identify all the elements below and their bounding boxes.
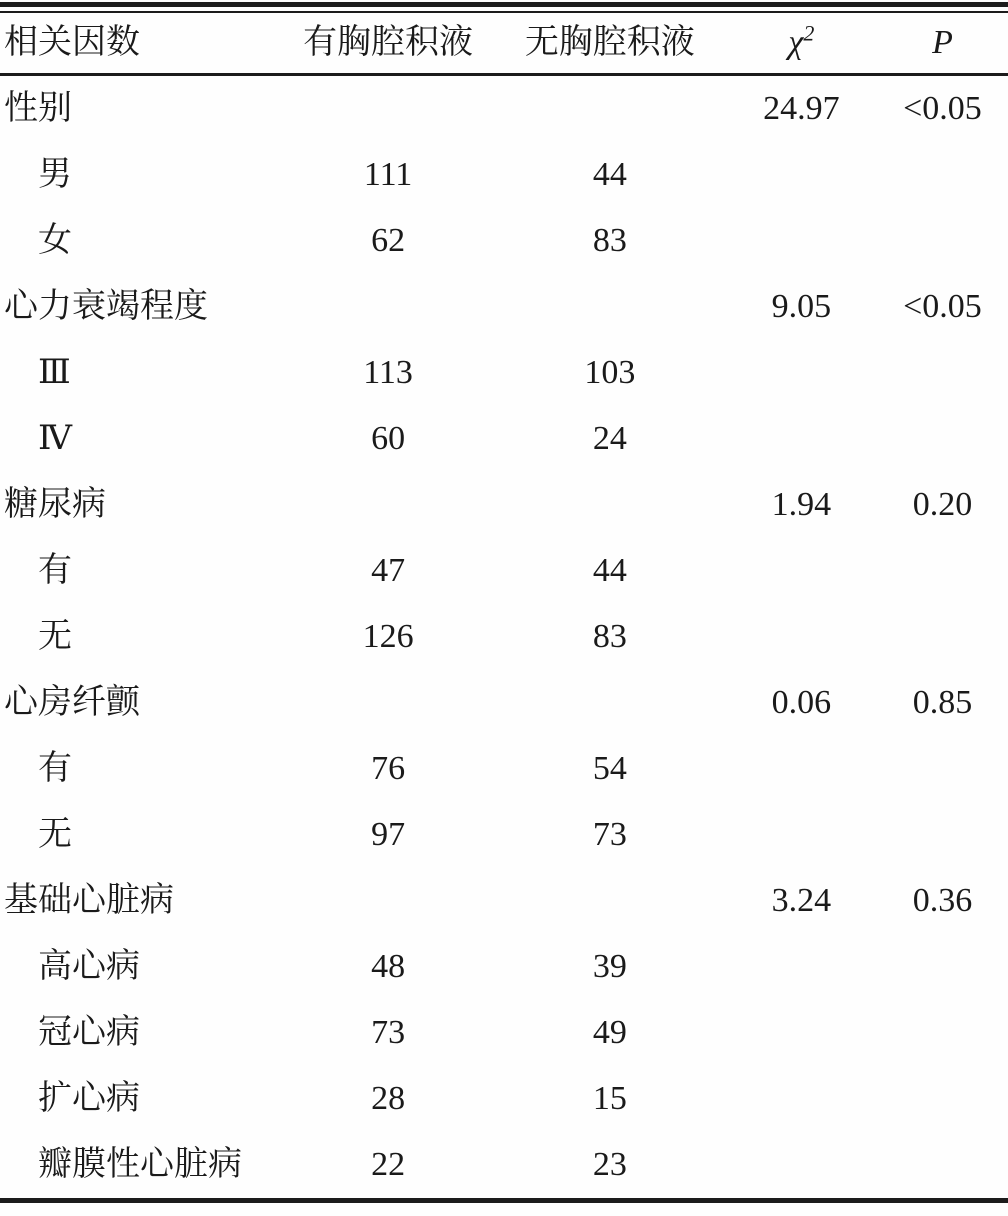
- table-row: [0, 208, 1008, 274]
- column-header-chi-square: [726, 13, 877, 75]
- table-top-double-rule: [0, 2, 1008, 13]
- cell-chi-square: [726, 604, 877, 670]
- table-row: [0, 142, 1008, 208]
- cell-p-value: [877, 802, 1008, 868]
- table-header-row: [0, 13, 1008, 75]
- cell-factor: 心房纤颤: [4, 684, 140, 721]
- cell-with-effusion: 60: [371, 420, 406, 457]
- cell-without-effusion: 49: [592, 1014, 627, 1051]
- cell-factor: 性别: [4, 90, 72, 127]
- cell-p-value: [877, 934, 1008, 1000]
- cell-with-effusion: [282, 868, 494, 934]
- cell-chi-square: [726, 538, 877, 604]
- cell-chi-square: [726, 934, 877, 1000]
- cell-without-effusion: 44: [592, 552, 627, 589]
- cell-with-effusion: 111: [363, 156, 413, 193]
- table-row: [0, 1066, 1008, 1132]
- table-row: [0, 934, 1008, 1000]
- cell-without-effusion: [494, 670, 726, 736]
- cell-without-effusion: [494, 274, 726, 340]
- table-row: [0, 1132, 1008, 1201]
- cell-chi-square: [726, 142, 877, 208]
- table-row: [0, 538, 1008, 604]
- cell-chi-square: [726, 802, 877, 868]
- column-header-p: [877, 13, 1008, 75]
- cell-with-effusion: [282, 670, 494, 736]
- cell-without-effusion: [494, 75, 726, 143]
- cell-factor: 瓣膜性心脏病: [38, 1146, 242, 1183]
- cell-with-effusion: [282, 274, 494, 340]
- cell-factor: 糖尿病: [4, 486, 106, 523]
- cell-without-effusion: 39: [592, 948, 627, 985]
- cell-with-effusion: 73: [371, 1014, 406, 1051]
- cell-factor: 无: [38, 618, 72, 655]
- cell-chi-square: [726, 1066, 877, 1132]
- cell-factor: 基础心脏病: [4, 882, 174, 919]
- cell-p-value: <0.05: [903, 288, 982, 325]
- table-row: [0, 406, 1008, 472]
- cell-with-effusion: 48: [371, 948, 406, 985]
- cell-without-effusion: 54: [592, 750, 627, 787]
- cell-factor: 女: [38, 222, 72, 259]
- table-header: [0, 13, 1008, 75]
- cell-factor: 扩心病: [38, 1080, 140, 1117]
- column-header-with-effusion: 有胸腔积液: [303, 24, 474, 61]
- table-row: [0, 340, 1008, 406]
- cell-without-effusion: 103: [584, 354, 636, 391]
- cell-p-value: [877, 340, 1008, 406]
- cell-without-effusion: 83: [592, 222, 627, 259]
- cell-without-effusion: [494, 868, 726, 934]
- cell-chi-square: [726, 1132, 877, 1201]
- cell-p-value: 0.20: [912, 486, 973, 523]
- cell-with-effusion: [282, 75, 494, 143]
- table-row: [0, 868, 1008, 934]
- table-row: [0, 472, 1008, 538]
- cell-with-effusion: 22: [371, 1146, 406, 1183]
- cell-factor: 有: [38, 750, 72, 787]
- cell-with-effusion: 113: [363, 354, 413, 391]
- cell-chi-square: 3.24: [771, 882, 832, 919]
- cell-p-value: [877, 406, 1008, 472]
- cell-chi-square: [726, 340, 877, 406]
- table-row: [0, 736, 1008, 802]
- table-row: [0, 1000, 1008, 1066]
- cell-without-effusion: 24: [592, 420, 627, 457]
- cell-chi-square: [726, 406, 877, 472]
- cell-chi-square: 9.05: [771, 288, 832, 325]
- cell-p-value: 0.85: [912, 684, 973, 721]
- cell-p-value: [877, 1132, 1008, 1201]
- table-body: [0, 75, 1008, 1201]
- cell-with-effusion: 76: [371, 750, 406, 787]
- cell-p-value: [877, 604, 1008, 670]
- cell-chi-square: 24.97: [763, 90, 840, 127]
- column-header-without-effusion: 无胸腔积液: [524, 24, 695, 61]
- cell-with-effusion: 126: [362, 618, 414, 655]
- table-row: [0, 604, 1008, 670]
- cell-factor: 无: [38, 816, 72, 853]
- cell-p-value: [877, 538, 1008, 604]
- cell-with-effusion: [282, 472, 494, 538]
- cell-with-effusion: 97: [371, 816, 406, 853]
- p-symbol: P: [932, 24, 953, 61]
- cell-p-value: [877, 208, 1008, 274]
- cell-without-effusion: 44: [592, 156, 627, 193]
- cell-factor: 高心病: [38, 948, 140, 985]
- table-row: [0, 802, 1008, 868]
- table-row: [0, 274, 1008, 340]
- cell-factor: Ⅳ: [38, 420, 72, 457]
- cell-factor: Ⅲ: [38, 354, 71, 391]
- cell-factor: 心力衰竭程度: [4, 288, 208, 325]
- chi-symbol: χ: [788, 24, 804, 61]
- cell-chi-square: [726, 736, 877, 802]
- chi-superscript: 2: [803, 20, 815, 46]
- cell-chi-square: [726, 208, 877, 274]
- cell-with-effusion: 62: [371, 222, 406, 259]
- column-header-factor: 相关因数: [4, 24, 140, 61]
- cell-with-effusion: 28: [371, 1080, 406, 1117]
- cell-chi-square: 1.94: [771, 486, 832, 523]
- cell-with-effusion: 47: [371, 552, 406, 589]
- cell-factor: 冠心病: [38, 1014, 140, 1051]
- cell-without-effusion: [494, 472, 726, 538]
- table-row: [0, 75, 1008, 143]
- cell-p-value: 0.36: [912, 882, 973, 919]
- cell-chi-square: 0.06: [771, 684, 832, 721]
- cell-without-effusion: 15: [592, 1080, 627, 1117]
- cell-p-value: <0.05: [903, 90, 982, 127]
- cell-p-value: [877, 1066, 1008, 1132]
- cell-chi-square: [726, 1000, 877, 1066]
- pleural-effusion-statistics-table: [0, 13, 1008, 1203]
- cell-factor: 有: [38, 552, 72, 589]
- table-row: [0, 670, 1008, 736]
- cell-without-effusion: 73: [592, 816, 627, 853]
- cell-without-effusion: 83: [592, 618, 627, 655]
- cell-p-value: [877, 142, 1008, 208]
- cell-without-effusion: 23: [592, 1146, 627, 1183]
- cell-p-value: [877, 736, 1008, 802]
- cell-p-value: [877, 1000, 1008, 1066]
- cell-factor: 男: [38, 156, 72, 193]
